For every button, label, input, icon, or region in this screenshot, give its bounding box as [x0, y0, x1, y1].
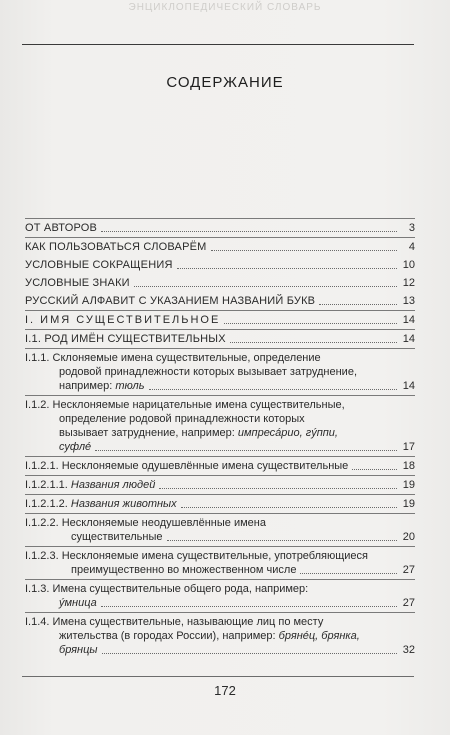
toc-entry-example: брянéц, брянка, — [278, 630, 360, 642]
toc-entry-number: I.1.3. — [25, 583, 50, 595]
toc-entry-line: существительные — [71, 531, 163, 543]
header-rule — [22, 44, 414, 45]
toc-entry[interactable] — [25, 256, 415, 274]
toc-entry-page: 20 — [402, 531, 415, 543]
toc-entry-number: I.1.2.2. — [25, 517, 59, 529]
toc-entry-page: 17 — [402, 441, 415, 453]
toc-entry-example: брянцы — [59, 644, 98, 656]
toc-entry-number: I.1.1. — [25, 352, 50, 364]
toc-entry-label: I. ИМЯ СУЩЕСТВИТЕЛЬНОЕ — [25, 314, 221, 326]
toc-entry-section[interactable] — [25, 330, 415, 348]
leader-dots — [177, 268, 397, 269]
toc-entry-number: I.1.2. — [25, 399, 50, 411]
toc-entry-page: 13 — [402, 295, 415, 307]
toc-entry-line: Несклоняемые неодушевлённые имена — [61, 517, 266, 529]
toc-entry[interactable] — [25, 219, 415, 237]
toc-entry-line: Имена существительные общего рода, например: — [52, 583, 309, 595]
toc-entry[interactable] — [25, 514, 415, 546]
toc-entry[interactable] — [25, 580, 415, 612]
toc-entry-line: Имена существительные, называющие лиц по месту — [52, 616, 324, 628]
toc-entry-line: Несклоняемые нарицательные имена существительные, — [52, 399, 345, 411]
toc-entry-example: импресáрио, гýппи, — [237, 427, 338, 439]
toc-entry-page: 14 — [402, 333, 415, 345]
toc-entry-label: УСЛОВНЫЕ СОКРАЩЕНИЯ — [25, 259, 173, 271]
toc-entry-line: например: — [59, 380, 116, 392]
toc-entry-line: родовой принадлежности которых вызывает затруднение, — [59, 366, 357, 378]
toc-entry[interactable] — [25, 547, 415, 579]
toc-entry-part[interactable] — [25, 311, 415, 329]
toc-entry-label: УСЛОВНЫЕ ЗНАКИ — [25, 277, 130, 289]
toc-entry-page: 27 — [402, 597, 415, 609]
leader-dots — [134, 286, 397, 287]
toc-entry[interactable] — [25, 238, 415, 256]
toc-entry[interactable] — [25, 457, 415, 475]
toc-entry-line: определение родовой принадлежности которых — [59, 413, 305, 425]
footer-rule — [22, 676, 414, 677]
leader-dots — [352, 469, 397, 470]
toc-entry-line: жительства (в городах России), например: — [59, 630, 279, 642]
toc-entry-page: 14 — [402, 380, 415, 392]
leader-dots — [101, 606, 397, 607]
toc-entry[interactable] — [25, 613, 415, 659]
leader-dots — [224, 323, 397, 324]
toc-entry-label: Названия людей — [70, 479, 156, 491]
leader-dots — [181, 507, 397, 508]
toc-entry[interactable] — [25, 292, 415, 310]
page-number: 172 — [214, 683, 236, 698]
toc-entry-number: I.1.2.3. — [25, 550, 59, 562]
toc-entry-line: преимущественно во множественном числе — [71, 564, 297, 576]
leader-dots — [149, 389, 397, 390]
toc-entry[interactable] — [25, 476, 415, 494]
toc-entry-label: I.1. РОД ИМЁН СУЩЕСТВИТЕЛЬНЫХ — [25, 333, 226, 345]
toc-entry-page: 18 — [402, 460, 415, 472]
leader-dots — [300, 573, 397, 574]
toc-entry-label: КАК ПОЛЬЗОВАТЬСЯ СЛОВАРЁМ — [25, 241, 207, 253]
toc-entry-example: ýмница — [59, 597, 97, 609]
toc-entry-page: 4 — [408, 241, 415, 253]
toc-entry-page: 3 — [408, 222, 415, 234]
toc-entry-number: I.1.2.1. — [25, 460, 59, 472]
leader-dots — [159, 488, 397, 489]
toc-entry-page: 14 — [402, 314, 415, 326]
toc-entry-number: I.1.4. — [25, 616, 50, 628]
toc-entry-page: 19 — [402, 479, 415, 491]
toc-entry[interactable] — [25, 349, 415, 395]
toc-entry-line: Несклоняемые имена существительные, употребляющиеся — [61, 550, 369, 562]
toc-entry-page: 12 — [402, 277, 415, 289]
toc-entry-example: тюль — [115, 380, 145, 392]
leader-dots — [211, 250, 397, 251]
toc-entry-number: I.1.2.1.2. — [25, 498, 68, 510]
leader-dots — [102, 653, 398, 654]
running-header: ЭНЦИКЛОПЕДИЧЕСКИЙ СЛОВАРЬ — [128, 2, 322, 13]
toc-entry[interactable] — [25, 495, 415, 513]
leader-dots — [319, 304, 397, 305]
toc-entry-page: 19 — [402, 498, 415, 510]
toc-entry[interactable] — [25, 274, 415, 292]
toc-entry-label: Несклоняемые одушевлённые имена существительные — [61, 460, 349, 472]
toc-entry-label: Названия животных — [70, 498, 177, 510]
toc-entry-number: I.1.2.1.1. — [25, 479, 68, 491]
toc-entry-example: суфлé — [59, 441, 92, 453]
toc-entry-page: 27 — [402, 564, 415, 576]
toc-entry-line: вызывает затруднение, например: — [59, 427, 238, 439]
page-title: СОДЕРЖАНИЕ — [166, 74, 284, 91]
toc-entry-label: ОТ АВТОРОВ — [25, 222, 98, 234]
leader-dots — [167, 540, 398, 541]
leader-dots — [230, 342, 397, 343]
table-of-contents — [25, 218, 415, 659]
leader-dots — [101, 231, 397, 232]
leader-dots — [95, 450, 397, 451]
toc-entry-page: 32 — [402, 644, 415, 656]
toc-entry-line: Склоняемые имена существительные, определение — [52, 352, 321, 364]
toc-entry-label: РУССКИЙ АЛФАВИТ С УКАЗАНИЕМ НАЗВАНИЙ БУКВ — [25, 295, 316, 307]
toc-entry[interactable] — [25, 396, 415, 456]
toc-entry-page: 10 — [402, 259, 415, 271]
